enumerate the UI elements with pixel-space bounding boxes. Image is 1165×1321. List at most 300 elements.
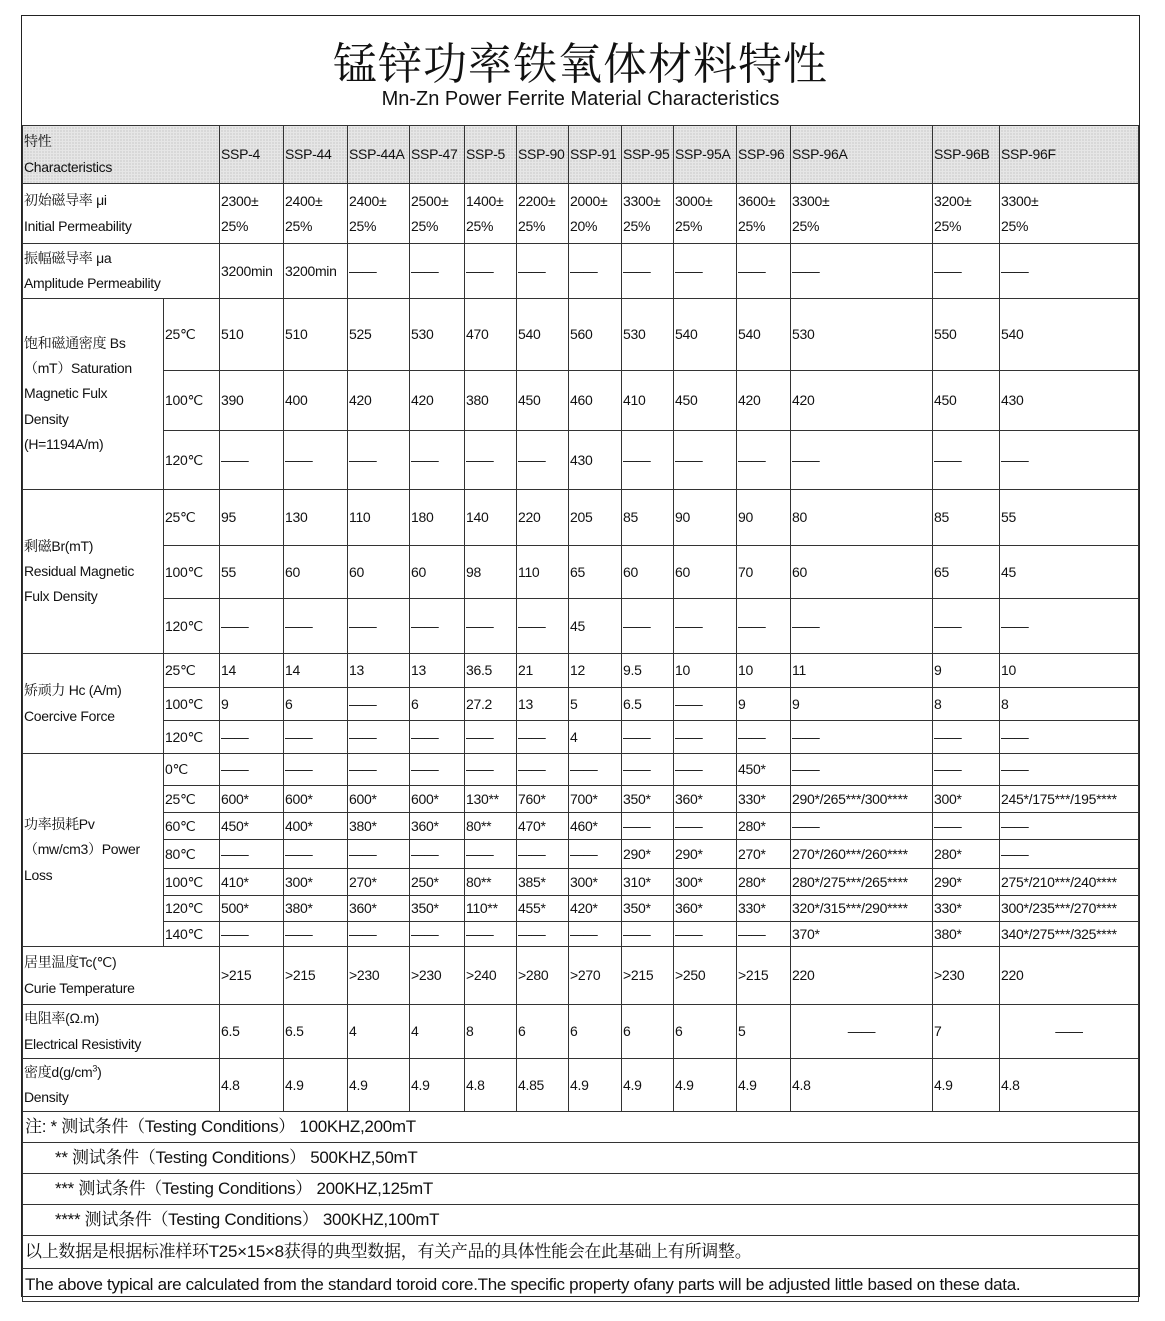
value-cell: —— — [791, 721, 933, 754]
value-cell: 470* — [517, 813, 569, 840]
value-cell: 36.5 — [465, 654, 517, 688]
value-cell: 540 — [674, 299, 737, 371]
value-cell: 55 — [220, 546, 284, 599]
temperature-cell: 120℃ — [164, 896, 220, 922]
value-cell: —— — [517, 599, 569, 654]
value-cell: 12 — [569, 654, 622, 688]
value-cell: 90 — [674, 490, 737, 546]
value-cell: 350* — [622, 786, 674, 813]
value-cell: 4.9 — [737, 1059, 791, 1112]
value-cell: —— — [220, 921, 284, 947]
value-cell: 310* — [622, 869, 674, 896]
value-cell: 6 — [674, 1005, 737, 1059]
value-cell: —— — [465, 599, 517, 654]
value-cell: —— — [465, 431, 517, 490]
value-cell: —— — [1000, 813, 1139, 840]
material-header: SSP-91 — [569, 126, 622, 184]
value-cell: 330* — [737, 896, 791, 922]
note-text: *** 测试条件（Testing Conditions） 200KHZ,125mT — [23, 1174, 1139, 1205]
value-cell: 3200min — [284, 244, 348, 299]
row-label-en: Electrical Resistivity — [24, 1035, 142, 1052]
value-cell: 270* — [348, 869, 410, 896]
value-cell: 600* — [284, 786, 348, 813]
value-cell: 4.9 — [622, 1059, 674, 1112]
value-cell: —— — [622, 721, 674, 754]
value-cell: —— — [348, 599, 410, 654]
superscript: 3 — [92, 1063, 98, 1074]
value-cell: 380* — [348, 813, 410, 840]
value-cell: 4.9 — [410, 1059, 465, 1112]
value-line: 3300± — [623, 193, 661, 209]
value-cell: —— — [674, 431, 737, 490]
characteristics-table — [22, 125, 1139, 1302]
group-label-line: 剩磁Br(mT) — [24, 537, 94, 554]
value-cell: 390 — [220, 371, 284, 431]
value-cell: —— — [284, 599, 348, 654]
value-line: 2000± — [570, 193, 608, 209]
value-cell: 280* — [737, 813, 791, 840]
material-header: SSP-96A — [791, 126, 933, 184]
value-cell — [284, 184, 348, 244]
row-power-loss — [23, 921, 1139, 947]
value-cell: —— — [517, 754, 569, 786]
value-cell: 420 — [737, 371, 791, 431]
value-cell: 370* — [791, 921, 933, 947]
value-cell: 245*/175***/195**** — [1000, 786, 1139, 813]
value-cell: 6 — [284, 688, 348, 721]
value-cell: 460 — [569, 371, 622, 431]
row-coercive — [23, 688, 1139, 721]
group-label-line: Loss — [24, 866, 53, 883]
value-cell: 4 — [569, 721, 622, 754]
material-header: SSP-96 — [737, 126, 791, 184]
value-cell: 420 — [348, 371, 410, 431]
note-row — [23, 1174, 1139, 1205]
value-cell: 430 — [569, 431, 622, 490]
value-cell: 6.5 — [220, 1005, 284, 1059]
row-power-loss — [23, 786, 1139, 813]
value-cell: —— — [933, 754, 1000, 786]
value-cell: 420 — [410, 371, 465, 431]
value-cell: >215 — [220, 947, 284, 1005]
temperature-cell: 100℃ — [164, 688, 220, 721]
value-cell: 110** — [465, 896, 517, 922]
value-cell: 13 — [348, 654, 410, 688]
value-cell: —— — [1000, 721, 1139, 754]
value-cell: 9 — [737, 688, 791, 721]
row-saturation — [23, 299, 1139, 371]
value-line: 25% — [675, 217, 703, 234]
value-cell: 280*/275***/265**** — [791, 869, 933, 896]
row-label-en: Initial Permeability — [24, 217, 132, 234]
value-cell: 4.85 — [517, 1059, 569, 1112]
value-cell: 530 — [410, 299, 465, 371]
value-cell: 525 — [348, 299, 410, 371]
value-line: 2400± — [349, 193, 387, 209]
temperature-cell: 0℃ — [164, 754, 220, 786]
material-header: SSP-47 — [410, 126, 465, 184]
value-cell: 455* — [517, 896, 569, 922]
value-cell: —— — [465, 921, 517, 947]
row-label — [23, 947, 220, 1005]
value-cell: 4.9 — [933, 1059, 1000, 1112]
value-cell: 510 — [220, 299, 284, 371]
material-header: SSP-95 — [622, 126, 674, 184]
value-cell: 290* — [674, 840, 737, 869]
value-cell: 290* — [933, 869, 1000, 896]
value-cell — [622, 184, 674, 244]
footer-en: The above typical are calculated from the standard toroid core.The specific property ofany parts will be adjusted little based on these data. — [23, 1269, 1139, 1302]
value-cell: >250 — [674, 947, 737, 1005]
value-cell: 80 — [791, 490, 933, 546]
value-cell: —— — [622, 813, 674, 840]
value-cell: —— — [674, 688, 737, 721]
value-cell — [791, 184, 933, 244]
value-cell: 130** — [465, 786, 517, 813]
value-cell: 9 — [220, 688, 284, 721]
value-cell: 14 — [220, 654, 284, 688]
value-cell: 420 — [791, 371, 933, 431]
value-cell: 450 — [517, 371, 569, 431]
value-cell: 300*/235***/270**** — [1000, 896, 1139, 922]
value-cell: 400 — [284, 371, 348, 431]
row-coercive — [23, 654, 1139, 688]
value-cell: —— — [220, 431, 284, 490]
note-text: **** 测试条件（Testing Conditions） 300KHZ,100mT — [23, 1205, 1139, 1236]
value-cell: —— — [517, 721, 569, 754]
value-cell: —— — [284, 431, 348, 490]
value-line: 25% — [349, 217, 377, 234]
value-cell: —— — [348, 840, 410, 869]
value-cell: —— — [674, 754, 737, 786]
value-cell: —— — [622, 754, 674, 786]
value-cell: 10 — [1000, 654, 1139, 688]
value-line: 25% — [792, 217, 820, 234]
row-amplitude-permeability — [23, 244, 1139, 299]
value-cell: —— — [933, 431, 1000, 490]
value-line: 2300± — [221, 193, 259, 209]
value-cell: 510 — [284, 299, 348, 371]
header-zh: 特性 — [24, 133, 52, 150]
value-cell: 140 — [465, 490, 517, 546]
value-cell: 700* — [569, 786, 622, 813]
value-cell: 470 — [465, 299, 517, 371]
value-cell: 300* — [674, 869, 737, 896]
value-cell — [737, 184, 791, 244]
value-cell: 4.8 — [791, 1059, 933, 1112]
row-resistivity — [23, 1005, 1139, 1059]
value-cell: 380 — [465, 371, 517, 431]
value-cell: >230 — [933, 947, 1000, 1005]
row-label-en: Density — [24, 1089, 69, 1105]
material-header: SSP-95A — [674, 126, 737, 184]
value-cell: 9 — [933, 654, 1000, 688]
value-cell: —— — [465, 244, 517, 299]
value-cell: >215 — [622, 947, 674, 1005]
value-cell: 80** — [465, 813, 517, 840]
value-cell: 60 — [348, 546, 410, 599]
value-cell: —— — [791, 754, 933, 786]
value-cell: —— — [674, 721, 737, 754]
value-cell: —— — [791, 244, 933, 299]
temperature-cell: 25℃ — [164, 490, 220, 546]
value-cell: —— — [465, 721, 517, 754]
temperature-cell: 25℃ — [164, 654, 220, 688]
material-header: SSP-5 — [465, 126, 517, 184]
value-cell: 320*/315***/290**** — [791, 896, 933, 922]
value-cell: 500* — [220, 896, 284, 922]
group-label-line: 矫顽力 Hc (A/m) — [24, 682, 122, 699]
value-cell — [674, 184, 737, 244]
value-cell: 60 — [791, 546, 933, 599]
value-cell: >230 — [348, 947, 410, 1005]
value-cell: >240 — [465, 947, 517, 1005]
value-cell: 220 — [1000, 947, 1139, 1005]
value-cell: —— — [737, 599, 791, 654]
value-cell: —— — [674, 599, 737, 654]
value-cell: 4.8 — [220, 1059, 284, 1112]
material-header: SSP-96B — [933, 126, 1000, 184]
value-line: 25% — [466, 217, 494, 234]
value-cell: 7 — [933, 1005, 1000, 1059]
value-cell: —— — [517, 840, 569, 869]
value-cell: 60 — [622, 546, 674, 599]
footer-row — [23, 1269, 1139, 1302]
row-label-zh: ) — [97, 1063, 102, 1080]
value-cell: 220 — [517, 490, 569, 546]
row-power-loss — [23, 869, 1139, 896]
value-cell: —— — [410, 244, 465, 299]
row-residual — [23, 546, 1139, 599]
value-cell: >230 — [410, 947, 465, 1005]
value-line: 2500± — [411, 193, 449, 209]
row-label-en: Amplitude Permeability — [24, 275, 161, 291]
row-label-zh: 居里温度Tc(℃) — [24, 954, 117, 971]
value-cell: 360* — [674, 786, 737, 813]
value-cell: 95 — [220, 490, 284, 546]
value-cell: 130 — [284, 490, 348, 546]
value-line: 1400± — [466, 193, 504, 209]
value-cell: 4.9 — [674, 1059, 737, 1112]
value-cell: —— — [220, 754, 284, 786]
header-row — [23, 126, 1139, 184]
group-label-line: (H=1194A/m) — [24, 435, 104, 452]
value-cell: 4 — [410, 1005, 465, 1059]
group-label-line: Residual Magnetic — [24, 562, 135, 579]
value-cell: 450* — [220, 813, 284, 840]
value-cell: 380* — [284, 896, 348, 922]
value-cell: 330* — [737, 786, 791, 813]
value-cell: 300* — [933, 786, 1000, 813]
temperature-cell: 100℃ — [164, 869, 220, 896]
value-line: 25% — [221, 217, 249, 234]
note-row — [23, 1112, 1139, 1143]
value-line: 25% — [518, 217, 546, 234]
value-cell: —— — [569, 244, 622, 299]
value-cell: 330* — [933, 896, 1000, 922]
value-cell: 27.2 — [465, 688, 517, 721]
value-cell: —— — [737, 721, 791, 754]
value-cell: 60 — [674, 546, 737, 599]
value-line: 25% — [934, 217, 962, 234]
row-coercive — [23, 721, 1139, 754]
value-cell: —— — [220, 840, 284, 869]
value-cell: 5 — [737, 1005, 791, 1059]
row-power-loss — [23, 840, 1139, 869]
row-power-loss — [23, 754, 1139, 786]
value-cell: 9 — [791, 688, 933, 721]
value-cell: 85 — [933, 490, 1000, 546]
value-cell: —— — [410, 599, 465, 654]
value-cell: —— — [1000, 754, 1139, 786]
value-cell: 360* — [348, 896, 410, 922]
value-cell: 110 — [517, 546, 569, 599]
value-cell: —— — [933, 244, 1000, 299]
value-cell: >280 — [517, 947, 569, 1005]
group-label — [23, 299, 164, 490]
value-cell: 45 — [1000, 546, 1139, 599]
value-cell: 250* — [410, 869, 465, 896]
value-cell: 180 — [410, 490, 465, 546]
value-cell: —— — [517, 431, 569, 490]
value-cell: 760* — [517, 786, 569, 813]
value-line: 2400± — [285, 193, 323, 209]
temperature-cell: 80℃ — [164, 840, 220, 869]
value-cell: —— — [348, 721, 410, 754]
value-cell: 60 — [410, 546, 465, 599]
temperature-cell: 25℃ — [164, 786, 220, 813]
value-cell: —— — [348, 754, 410, 786]
value-cell: 4.9 — [348, 1059, 410, 1112]
value-cell — [517, 184, 569, 244]
row-curie — [23, 947, 1139, 1005]
row-saturation — [23, 431, 1139, 490]
title-chinese: 锰锌功率铁氧体材料特性 — [333, 39, 828, 90]
value-cell: 530 — [791, 299, 933, 371]
value-line: 3300± — [792, 193, 830, 209]
value-cell: 9.5 — [622, 654, 674, 688]
value-cell: —— — [465, 754, 517, 786]
row-label-zh: 振幅磁导率 μa — [24, 249, 112, 266]
value-cell: 290*/265***/300**** — [791, 786, 933, 813]
temperature-cell: 100℃ — [164, 371, 220, 431]
row-initial-permeability — [23, 184, 1139, 244]
material-header: SSP-44 — [284, 126, 348, 184]
title-english: Mn-Zn Power Ferrite Material Characteristics — [381, 88, 780, 110]
value-cell: 6 — [569, 1005, 622, 1059]
value-cell: 4.9 — [284, 1059, 348, 1112]
row-power-loss — [23, 813, 1139, 840]
value-line: 25% — [285, 217, 313, 234]
value-cell: —— — [791, 431, 933, 490]
value-cell: 560 — [569, 299, 622, 371]
value-cell: 600* — [410, 786, 465, 813]
value-cell: >215 — [737, 947, 791, 1005]
value-cell: —— — [569, 840, 622, 869]
value-cell: —— — [465, 840, 517, 869]
datasheet — [21, 15, 1140, 1297]
value-cell: 300* — [569, 869, 622, 896]
note-text: ** 测试条件（Testing Conditions） 500KHZ,50mT — [23, 1143, 1139, 1174]
value-cell — [933, 184, 1000, 244]
value-cell: 6 — [622, 1005, 674, 1059]
value-line: 3600± — [738, 193, 776, 209]
temperature-cell: 100℃ — [164, 546, 220, 599]
value-cell: 360* — [674, 896, 737, 922]
value-line: 2200± — [518, 193, 556, 209]
value-cell: —— — [737, 244, 791, 299]
value-cell: 6 — [410, 688, 465, 721]
value-line: 3000± — [675, 193, 713, 209]
value-cell: 4 — [348, 1005, 410, 1059]
value-cell: —— — [410, 721, 465, 754]
value-cell: 270* — [737, 840, 791, 869]
value-cell: 540 — [517, 299, 569, 371]
value-cell: 45 — [569, 599, 622, 654]
value-cell: —— — [791, 1005, 933, 1059]
value-cell: —— — [348, 688, 410, 721]
value-cell: —— — [410, 840, 465, 869]
value-cell: —— — [933, 721, 1000, 754]
value-cell: —— — [622, 599, 674, 654]
value-cell: —— — [569, 921, 622, 947]
value-cell: 6 — [517, 1005, 569, 1059]
material-header: SSP-4 — [220, 126, 284, 184]
value-cell: 70 — [737, 546, 791, 599]
value-cell: —— — [622, 921, 674, 947]
value-cell: 4.8 — [1000, 1059, 1139, 1112]
value-cell: 280* — [933, 840, 1000, 869]
value-cell: 360* — [410, 813, 465, 840]
value-line: 25% — [623, 217, 651, 234]
value-cell: —— — [622, 431, 674, 490]
value-cell: —— — [410, 921, 465, 947]
material-header: SSP-44A — [348, 126, 410, 184]
row-label — [23, 1005, 220, 1059]
group-label-line: Magnetic Fulx — [24, 385, 108, 402]
value-cell: 450 — [674, 371, 737, 431]
value-cell: 14 — [284, 654, 348, 688]
value-cell: —— — [1000, 431, 1139, 490]
header-en: Characteristics — [24, 158, 113, 175]
value-cell: 10 — [674, 654, 737, 688]
value-cell — [410, 184, 465, 244]
value-cell: 11 — [791, 654, 933, 688]
value-cell: 220 — [791, 947, 933, 1005]
value-cell: —— — [410, 431, 465, 490]
value-cell: —— — [737, 921, 791, 947]
value-cell: 270*/260***/260**** — [791, 840, 933, 869]
row-label-zh: 电阻率(Ω.m) — [24, 1010, 99, 1027]
value-line: 3200± — [934, 193, 972, 209]
material-header: SSP-90 — [517, 126, 569, 184]
value-cell: 530 — [622, 299, 674, 371]
value-cell — [220, 184, 284, 244]
value-cell: 10 — [737, 654, 791, 688]
value-cell: 300* — [284, 869, 348, 896]
value-cell: 85 — [622, 490, 674, 546]
temperature-cell: 140℃ — [164, 921, 220, 947]
temperature-cell: 120℃ — [164, 599, 220, 654]
value-cell: —— — [1000, 599, 1139, 654]
value-cell: —— — [933, 599, 1000, 654]
value-cell: 6.5 — [622, 688, 674, 721]
value-cell: 90 — [737, 490, 791, 546]
value-cell: 430 — [1000, 371, 1139, 431]
group-label — [23, 654, 164, 754]
value-cell: —— — [791, 813, 933, 840]
temperature-cell: 25℃ — [164, 299, 220, 371]
